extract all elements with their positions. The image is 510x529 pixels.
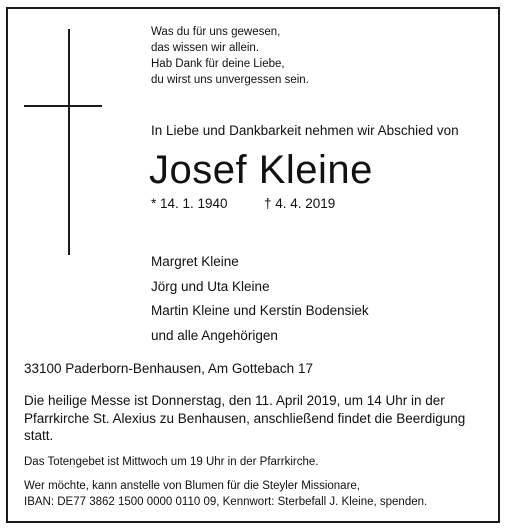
mourner-item: Margret Kleine [151,254,239,269]
mourner-item: Jörg und Uta Kleine [151,278,270,294]
poem-line: Hab Dank für deine Liebe, [151,58,285,70]
obituary-card [6,7,500,523]
poem-line: Was du für uns gewesen, [151,26,281,38]
death-date: † 4. 4. 2019 [264,196,336,211]
mourner-item: und alle Angehörigen [151,327,278,343]
poem-line: du wirst uns unvergessen sein. [151,74,309,86]
cross-icon [68,29,70,255]
mass-line: Die heilige Messe ist Donnerstag, den 11. April 2019, um 14 Uhr in der [24,393,445,408]
prayer-info: Das Totengebet ist Mittwoch um 19 Uhr in der Pfarrkirche. [24,456,319,468]
mourners-list [151,250,369,348]
poem-line: das wissen wir allein. [151,42,260,54]
donation-line: Wer möchte, kann anstelle von Blumen für die Steyler Missionare, [24,480,360,492]
birth-date: * 14. 1. 1940 [151,196,228,211]
mass-line: statt. [24,428,54,443]
cross-icon-beam [24,105,102,107]
donation-info [24,478,427,510]
mass-line: Pfarrkirche St. Alexius zu Benhausen, anschließend findet die Beerdigung [24,410,466,426]
memorial-poem [151,24,309,88]
deceased-name: Josef Kleine [149,148,373,192]
funeral-mass-info [24,392,494,445]
mourner-item: Martin Kleine und Kerstin Bodensiek [151,303,369,318]
family-address: 33100 Paderborn-Benhausen, Am Gottebach 17 [24,361,313,376]
farewell-intro: In Liebe und Dankbarkeit nehmen wir Abschied von [151,123,459,138]
donation-line: IBAN: DE77 3862 1500 0000 0110 09, Kennwort: Sterbefall J. Kleine, spenden. [24,496,428,508]
